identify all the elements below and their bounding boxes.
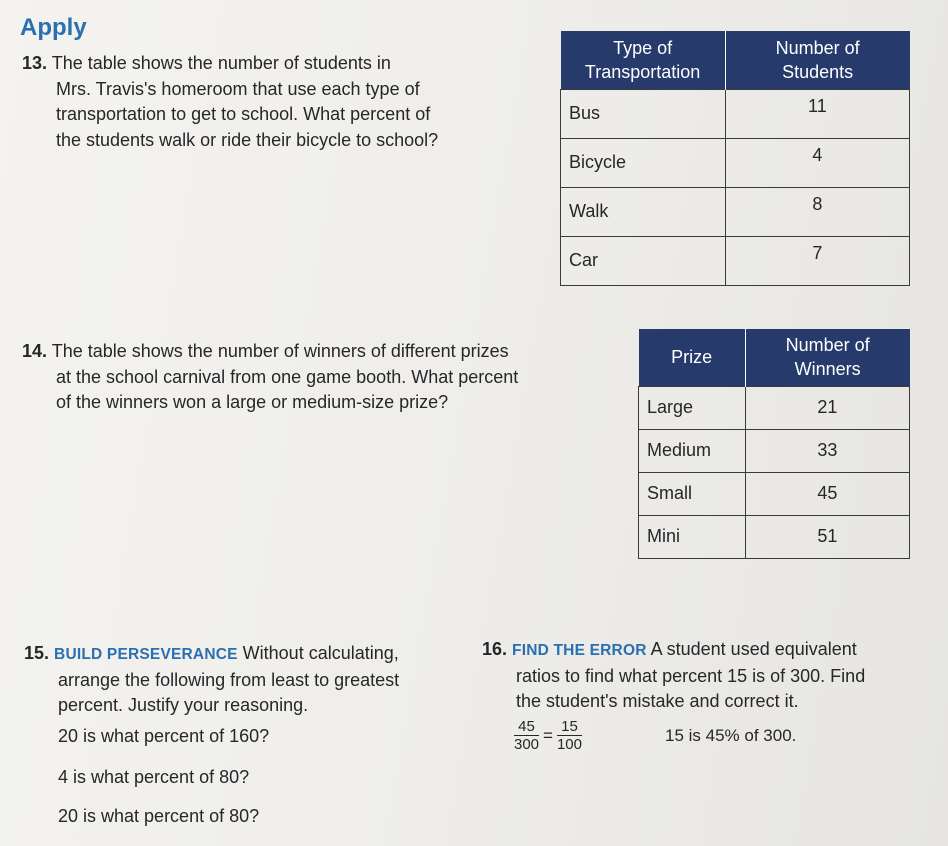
problem-13-number: 13. [22, 53, 48, 73]
problem-14-line-2: at the school carnival from one game booth. What percent [56, 366, 519, 387]
row-label: Large [639, 386, 746, 429]
row-value: 4 [725, 138, 909, 187]
row-label: Small [639, 472, 746, 515]
transportation-table [560, 31, 910, 286]
problem-14-line-3: of the winners won a large or medium-size prize? [56, 392, 449, 412]
student-statement: 15 is 45% of 300. [665, 726, 797, 745]
left-fraction [514, 718, 539, 753]
problem-16-label: FIND THE ERROR [512, 642, 647, 659]
table-header-prize [639, 329, 746, 386]
problem-15-line-2: arrange the following from least to greatest [58, 669, 400, 690]
row-label: Walk [561, 187, 726, 236]
row-value: 45 [745, 472, 909, 515]
problem-15-label: BUILD PERSEVERANCE [54, 646, 238, 663]
header-line: Number of [775, 37, 860, 58]
table-row [561, 89, 910, 138]
table-row [639, 386, 910, 429]
problem-13-line-1: The table shows the number of students in [51, 53, 391, 73]
row-value: 7 [725, 236, 909, 285]
problem-14-line-1: The table shows the number of winners of different prizes [51, 341, 509, 361]
equals-sign: = [543, 725, 553, 745]
row-label: Bicycle [561, 138, 726, 187]
problem-15-line-1: Without calculating, [242, 643, 399, 663]
problem-13-line-4: the students walk or ride their bicycle to school? [56, 129, 439, 150]
problem-16-line-2: ratios to find what percent 15 is of 300. Find [516, 665, 866, 686]
problem-16-number: 16. [482, 639, 508, 659]
row-label: Medium [639, 429, 746, 472]
table-row [561, 138, 910, 187]
row-value: 21 [745, 386, 909, 429]
row-label: Mini [639, 515, 746, 558]
right-fraction [557, 718, 582, 753]
table-row [639, 472, 910, 515]
row-label: Car [561, 236, 726, 285]
row-value: 51 [745, 515, 909, 558]
table-row [639, 515, 910, 558]
header-line: Number of [785, 335, 870, 356]
section-heading: Apply [20, 14, 87, 41]
row-value: 8 [725, 187, 909, 236]
table-header-winners [745, 329, 909, 386]
left-numerator: 45 [518, 718, 535, 735]
problem-15-item-1: 20 is what percent of 160? [58, 726, 270, 746]
row-label: Bus [561, 89, 726, 138]
header-line: Students [782, 61, 854, 82]
problem-15-number: 15. [24, 643, 50, 663]
problem-13 [22, 51, 542, 153]
table-row [561, 236, 910, 285]
student-work [514, 718, 582, 753]
right-denominator: 100 [556, 736, 582, 753]
problem-13-line-2: Mrs. Travis's homeroom that use each type of [56, 78, 420, 99]
header-line: Transportation [584, 61, 701, 82]
problem-16 [482, 637, 922, 715]
table-header-students [725, 31, 909, 89]
row-value: 11 [725, 89, 909, 138]
problem-15 [24, 641, 464, 719]
header-line: Prize [671, 347, 713, 368]
problem-14 [22, 339, 582, 416]
problem-15-item-3: 20 is what percent of 80? [58, 806, 260, 826]
row-value: 33 [745, 429, 909, 472]
problem-13-line-3: transportation to get to school. What percent of [56, 104, 431, 124]
problem-14-number: 14. [22, 341, 48, 361]
problem-16-line-3: the student's mistake and correct it. [516, 691, 799, 711]
problem-15-line-3: percent. Justify your reasoning. [58, 695, 309, 715]
table-row [561, 187, 910, 236]
problem-15-item-2: 4 is what percent of 80? [58, 767, 250, 787]
header-line: Type of [613, 37, 673, 58]
table-row [639, 429, 910, 472]
table-header-type [561, 31, 726, 89]
left-denominator: 300 [514, 736, 540, 753]
problem-16-line-1: A student used equivalent [650, 639, 857, 659]
header-line: Winners [794, 359, 861, 380]
prize-table [638, 329, 910, 559]
right-numerator: 15 [561, 718, 578, 735]
